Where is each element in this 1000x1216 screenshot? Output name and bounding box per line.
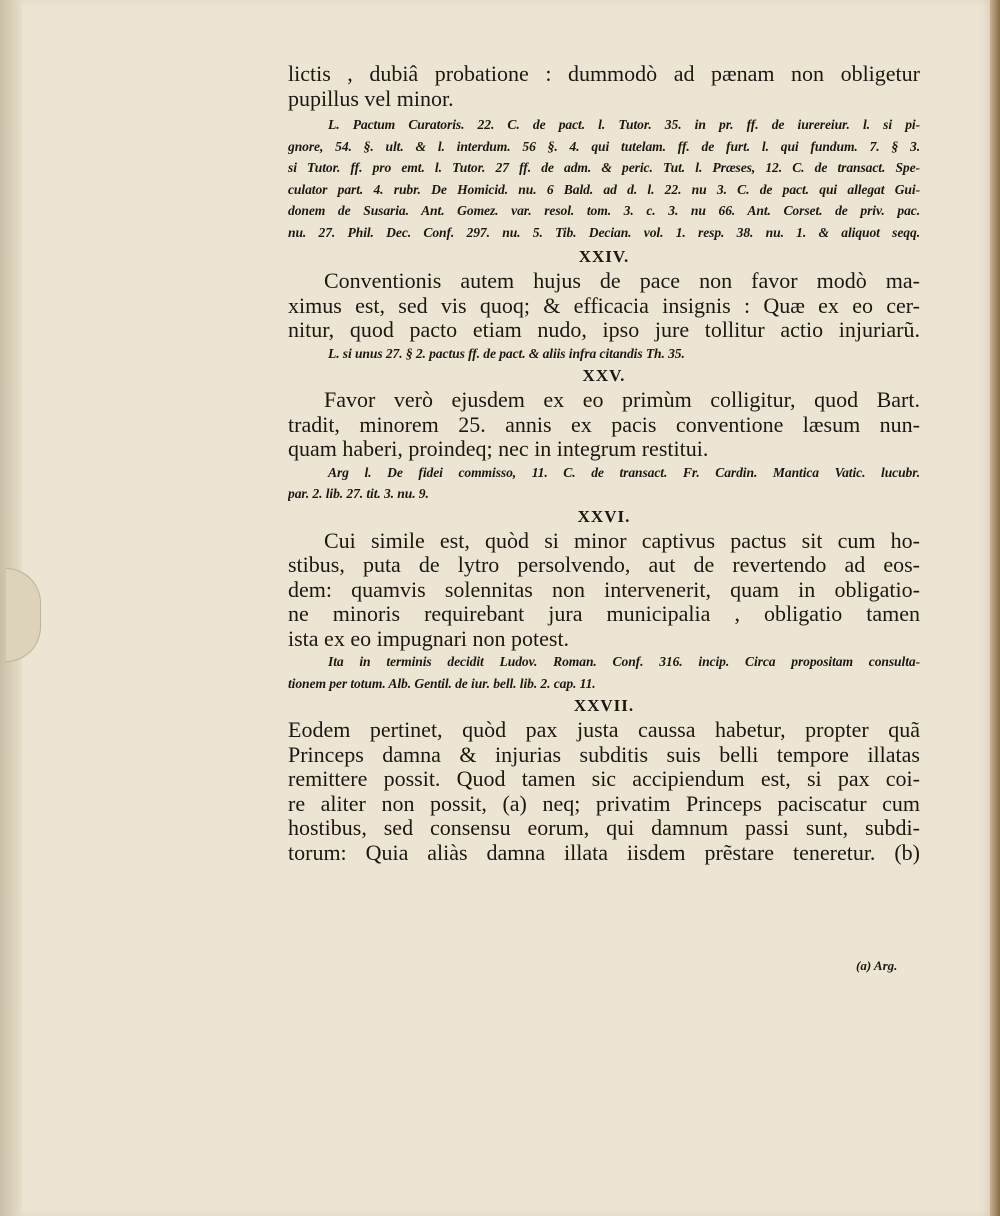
text-line: nitur, quod pacto etiam nudo, ipso jure tollitur actio injuriarũ. <box>288 318 920 342</box>
citation-line: donem de Susaria. Ant. Gomez. var. resol. tom. 3. c. 3. nu 66. Ant. Corset. de priv. pac. <box>288 203 920 218</box>
text-line: Conventionis autem hujus de pace non favor modò ma- <box>324 269 920 293</box>
citation-line: culator part. 4. rubr. De Homicid. nu. 6 Bald. ad d. l. 22. nu 3. C. de pact. qui allegat Gui- <box>288 181 920 197</box>
text-line: Eodem pertinet, quòd pax justa caussa habetur, propter quã <box>288 718 920 742</box>
section-heading: XXVII. <box>573 696 635 715</box>
citation-line: si Tutor. ff. pro emt. l. Tutor. 27 ff. de adm. & peric. Tut. l. Præses, 12. C. de transact. Spe- <box>288 160 920 175</box>
text-line: Princeps damna & injurias subditis suis belli tempore illatas <box>288 742 920 767</box>
text-line: pupillus vel minor. <box>288 86 454 111</box>
text-line: torum: Quia aliàs damna illata iisdem prẽstare teneretur. (b) <box>288 840 920 865</box>
text-line: remittere possit. Quod tamen sic accipiendum est, si pax coi- <box>288 767 920 791</box>
text-line: ista ex eo impugnari non potest. <box>288 626 570 651</box>
text-line: Favor verò ejusdem ex eo primùm colligitur, quod Bart. <box>324 388 920 412</box>
text-line: re aliter non possit, (a) neq; privatim Princeps paciscatur cum <box>288 791 920 816</box>
page-edge <box>990 0 1000 1216</box>
text-line: hostibus, sed consensu eorum, qui damnum passi sunt, subdi- <box>288 816 920 840</box>
section-heading: XXIV. <box>578 247 630 266</box>
citation-line: Arg l. De fidei commisso, 11. C. de transact. Fr. Cardin. Mantica Vatic. lucubr. <box>328 464 920 480</box>
citation-line: L. Pactum Curatoris. 22. C. de pact. l. Tutor. 35. in pr. ff. de iurereiur. l. si pi- <box>328 117 920 132</box>
text-line: ne minoris requirebant jura municipalia , obligatio tamen <box>288 602 920 626</box>
page-tab <box>6 568 41 662</box>
citation-line: L. si unus 27. § 2. pactus ff. de pact. & aliis infra citandis Th. 35. <box>328 345 685 361</box>
section-heading: XXV. <box>582 366 626 385</box>
text-line: dem: quamvis solennitas non intervenerit, quam in obligatio- <box>288 577 920 602</box>
citation-line: gnore, 54. §. ult. & l. interdum. 56 §. 4. qui tutelam. ff. de furt. l. qui fundum. 7. § 3. <box>288 138 920 154</box>
catchword: (a) Arg. <box>856 958 898 973</box>
text-line: tradit, minorem 25. annis ex pacis conventione læsum nun- <box>288 412 920 437</box>
citation-line: nu. 27. Phil. Dec. Conf. 297. nu. 5. Tib. Decian. vol. 1. resp. 38. nu. 1. & aliquot seqq. <box>288 224 920 240</box>
citation-line: Ita in terminis decidit Ludov. Roman. Conf. 316. incip. Circa propositam consulta- <box>328 654 920 669</box>
text-line: lictis , dubiâ probatione : dummodò ad pænam non obligetur <box>288 62 920 86</box>
text-line: Cui simile est, quòd si minor captivus pactus sit cum ho- <box>324 528 920 553</box>
citation-line: par. 2. lib. 27. tit. 3. nu. 9. <box>288 486 429 501</box>
text-line: quam haberi, proindeq; nec in integrum restitui. <box>288 437 709 461</box>
text-line: stibus, puta de lytro persolvendo, aut de revertendo ad eos- <box>288 553 920 577</box>
text-line: ximus est, sed vis quoq; & efficacia insignis : Quæ ex eo cer- <box>288 293 920 318</box>
page-text <box>288 62 920 865</box>
citation-line: tionem per totum. Alb. Gentil. de iur. bell. lib. 2. cap. 11. <box>288 675 596 691</box>
section-heading: XXVI. <box>577 506 631 526</box>
